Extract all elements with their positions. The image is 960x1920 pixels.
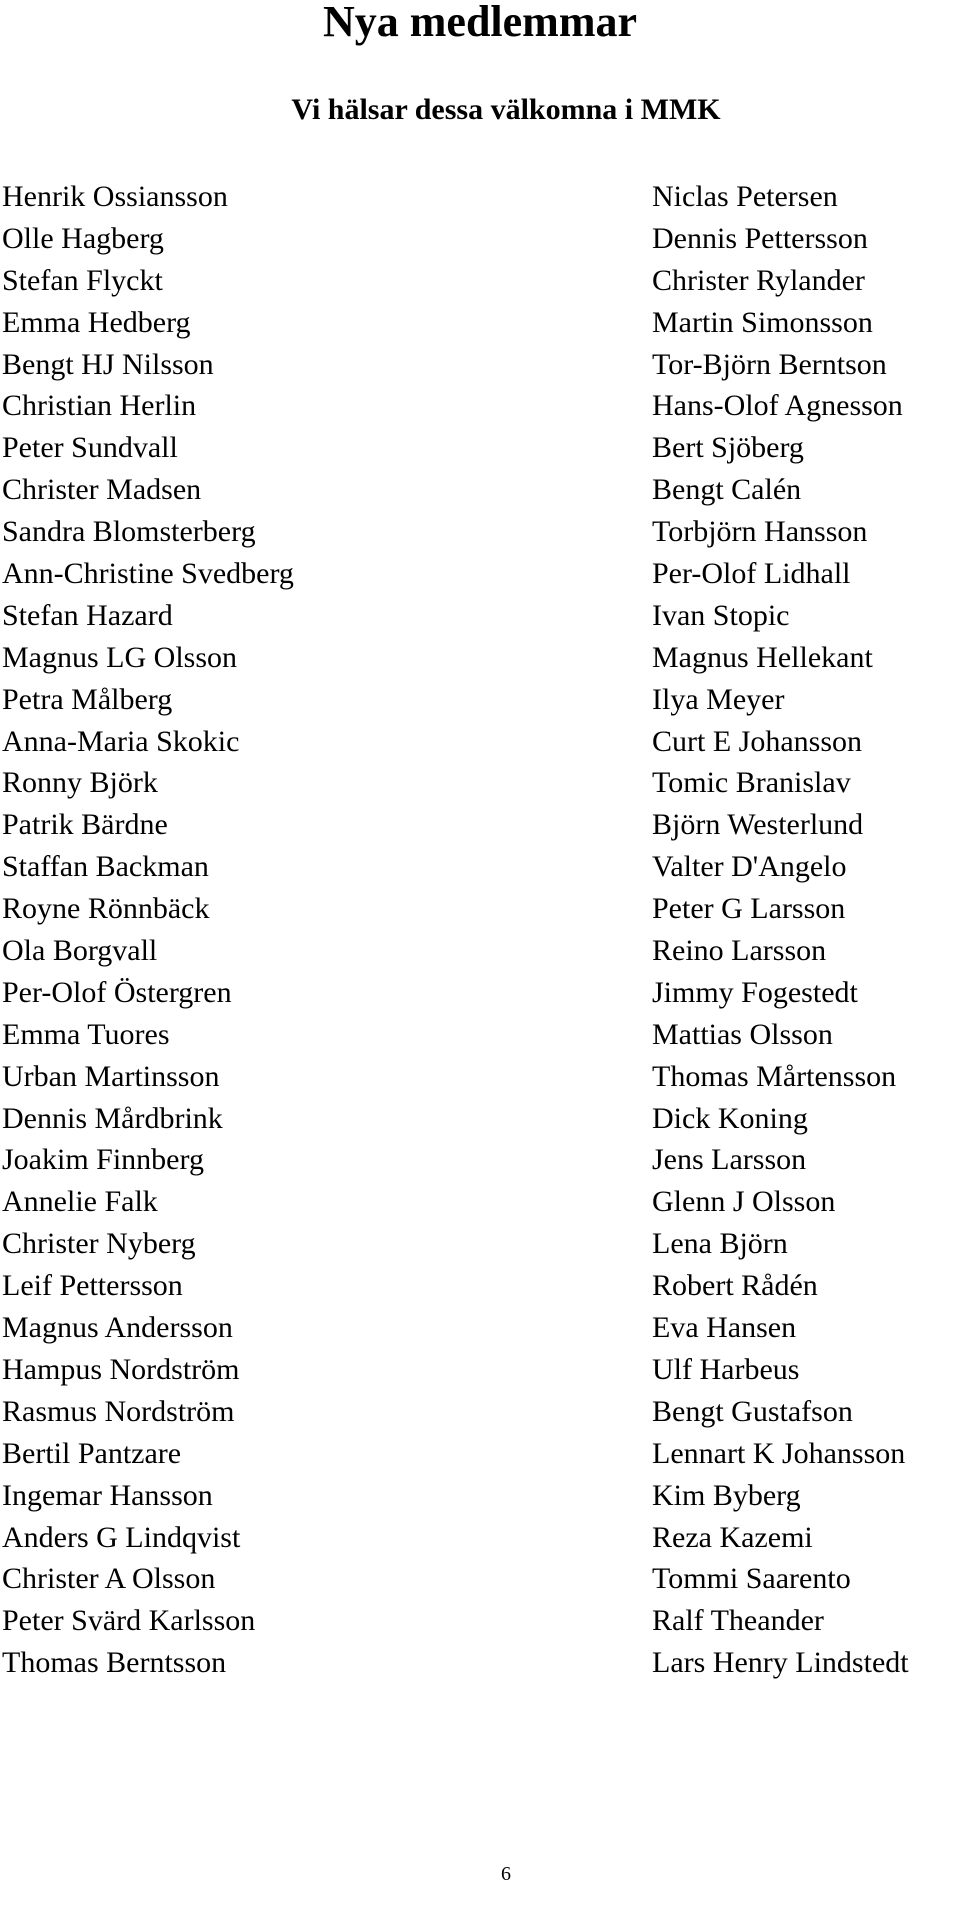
- member-name: Dennis Pettersson: [652, 221, 868, 255]
- member-name: Hans-Olof Agnesson: [652, 389, 903, 423]
- member-list-right: [652, 176, 909, 1684]
- member-name: Royne Rönnbäck: [2, 892, 210, 926]
- member-name: Niclas Petersen: [652, 180, 838, 213]
- member-name: Petra Målberg: [2, 682, 173, 716]
- member-name: Robert Rådén: [652, 1269, 818, 1303]
- member-name: Tor-Björn Berntson: [652, 347, 887, 381]
- member-name: Hampus Nordström: [2, 1352, 240, 1386]
- member-name: Kim Byberg: [652, 1478, 801, 1512]
- member-name: Henrik Ossiansson: [2, 180, 228, 213]
- member-name: Mattias Olsson: [652, 1017, 833, 1051]
- member-name: Stefan Hazard: [2, 598, 173, 632]
- member-name: Leif Pettersson: [2, 1269, 183, 1303]
- member-name: Annelie Falk: [2, 1185, 158, 1219]
- member-name: Bengt Gustafson: [652, 1394, 853, 1428]
- member-name: Reza Kazemi: [652, 1520, 813, 1554]
- member-name: Björn Westerlund: [652, 808, 864, 842]
- member-name: Ingemar Hansson: [2, 1478, 213, 1512]
- member-name: Patrik Bärdne: [2, 808, 168, 842]
- page-subtitle: Vi hälsar dessa välkomna i MMK: [291, 93, 721, 126]
- member-name: Christer A Olsson: [2, 1562, 216, 1596]
- member-name: Christian Herlin: [2, 389, 197, 423]
- member-name: Olle Hagberg: [2, 221, 164, 255]
- member-name: Joakim Finnberg: [2, 1143, 204, 1177]
- member-name: Bertil Pantzare: [2, 1436, 182, 1470]
- member-name: Christer Rylander: [652, 263, 865, 297]
- member-name: Christer Madsen: [2, 473, 202, 507]
- member-name: Staffan Backman: [2, 850, 209, 884]
- member-name: Glenn J Olsson: [652, 1185, 836, 1219]
- member-name: Peter Svärd Karlsson: [2, 1604, 256, 1638]
- member-name: Bengt HJ Nilsson: [2, 347, 214, 381]
- member-name: Jens Larsson: [652, 1143, 807, 1177]
- member-name: Eva Hansen: [652, 1311, 797, 1345]
- member-name: Per-Olof Östergren: [2, 975, 232, 1009]
- member-name: Urban Martinsson: [2, 1059, 220, 1093]
- member-name: Anders G Lindqvist: [2, 1520, 241, 1554]
- member-name: Per-Olof Lidhall: [652, 557, 851, 591]
- member-name: Tommi Saarento: [652, 1562, 851, 1596]
- member-name: Ola Borgvall: [2, 934, 158, 968]
- member-name: Lars Henry Lindstedt: [652, 1646, 909, 1680]
- page-title: Nya medlemmar: [322, 0, 637, 46]
- member-name: Tomic Branislav: [652, 766, 851, 800]
- member-name: Rasmus Nordström: [2, 1394, 235, 1428]
- member-name: Curt E Johansson: [652, 724, 862, 758]
- member-name: Anna-Maria Skokic: [2, 724, 240, 758]
- member-name: Thomas Mårtensson: [652, 1059, 897, 1093]
- member-name: Ralf Theander: [652, 1604, 824, 1638]
- member-name: Magnus Hellekant: [652, 640, 873, 674]
- member-name: Peter Sundvall: [2, 431, 178, 465]
- member-name: Lennart K Johansson: [652, 1436, 906, 1470]
- member-name: Valter D'Angelo: [652, 850, 847, 884]
- member-name: Dennis Mårdbrink: [2, 1101, 223, 1135]
- member-name: Ivan Stopic: [652, 598, 790, 632]
- member-name: Magnus LG Olsson: [2, 640, 238, 674]
- member-name: Thomas Berntsson: [2, 1646, 227, 1680]
- member-name: Sandra Blomsterberg: [2, 515, 256, 549]
- member-name: Jimmy Fogestedt: [652, 975, 858, 1009]
- page-number: 6: [501, 1863, 511, 1885]
- member-name: Peter G Larsson: [652, 892, 846, 926]
- member-name: Reino Larsson: [652, 934, 827, 968]
- member-name: Dick Koning: [652, 1101, 808, 1135]
- member-name: Emma Hedberg: [2, 305, 191, 339]
- member-name: Bengt Calén: [652, 473, 802, 507]
- member-name: Martin Simonsson: [652, 305, 873, 339]
- member-name: Stefan Flyckt: [2, 263, 163, 297]
- member-name: Ronny Björk: [2, 766, 158, 800]
- member-name: Torbjörn Hansson: [652, 515, 868, 549]
- member-name: Christer Nyberg: [2, 1227, 196, 1261]
- member-name: Magnus Andersson: [2, 1311, 233, 1345]
- member-name: Ulf Harbeus: [652, 1352, 800, 1386]
- member-name: Ilya Meyer: [652, 682, 785, 716]
- member-name: Emma Tuores: [2, 1017, 170, 1051]
- member-list-left: [2, 176, 294, 1684]
- member-name: Ann-Christine Svedberg: [2, 557, 294, 591]
- member-name: Bert Sjöberg: [652, 431, 804, 465]
- member-name: Lena Björn: [652, 1227, 788, 1261]
